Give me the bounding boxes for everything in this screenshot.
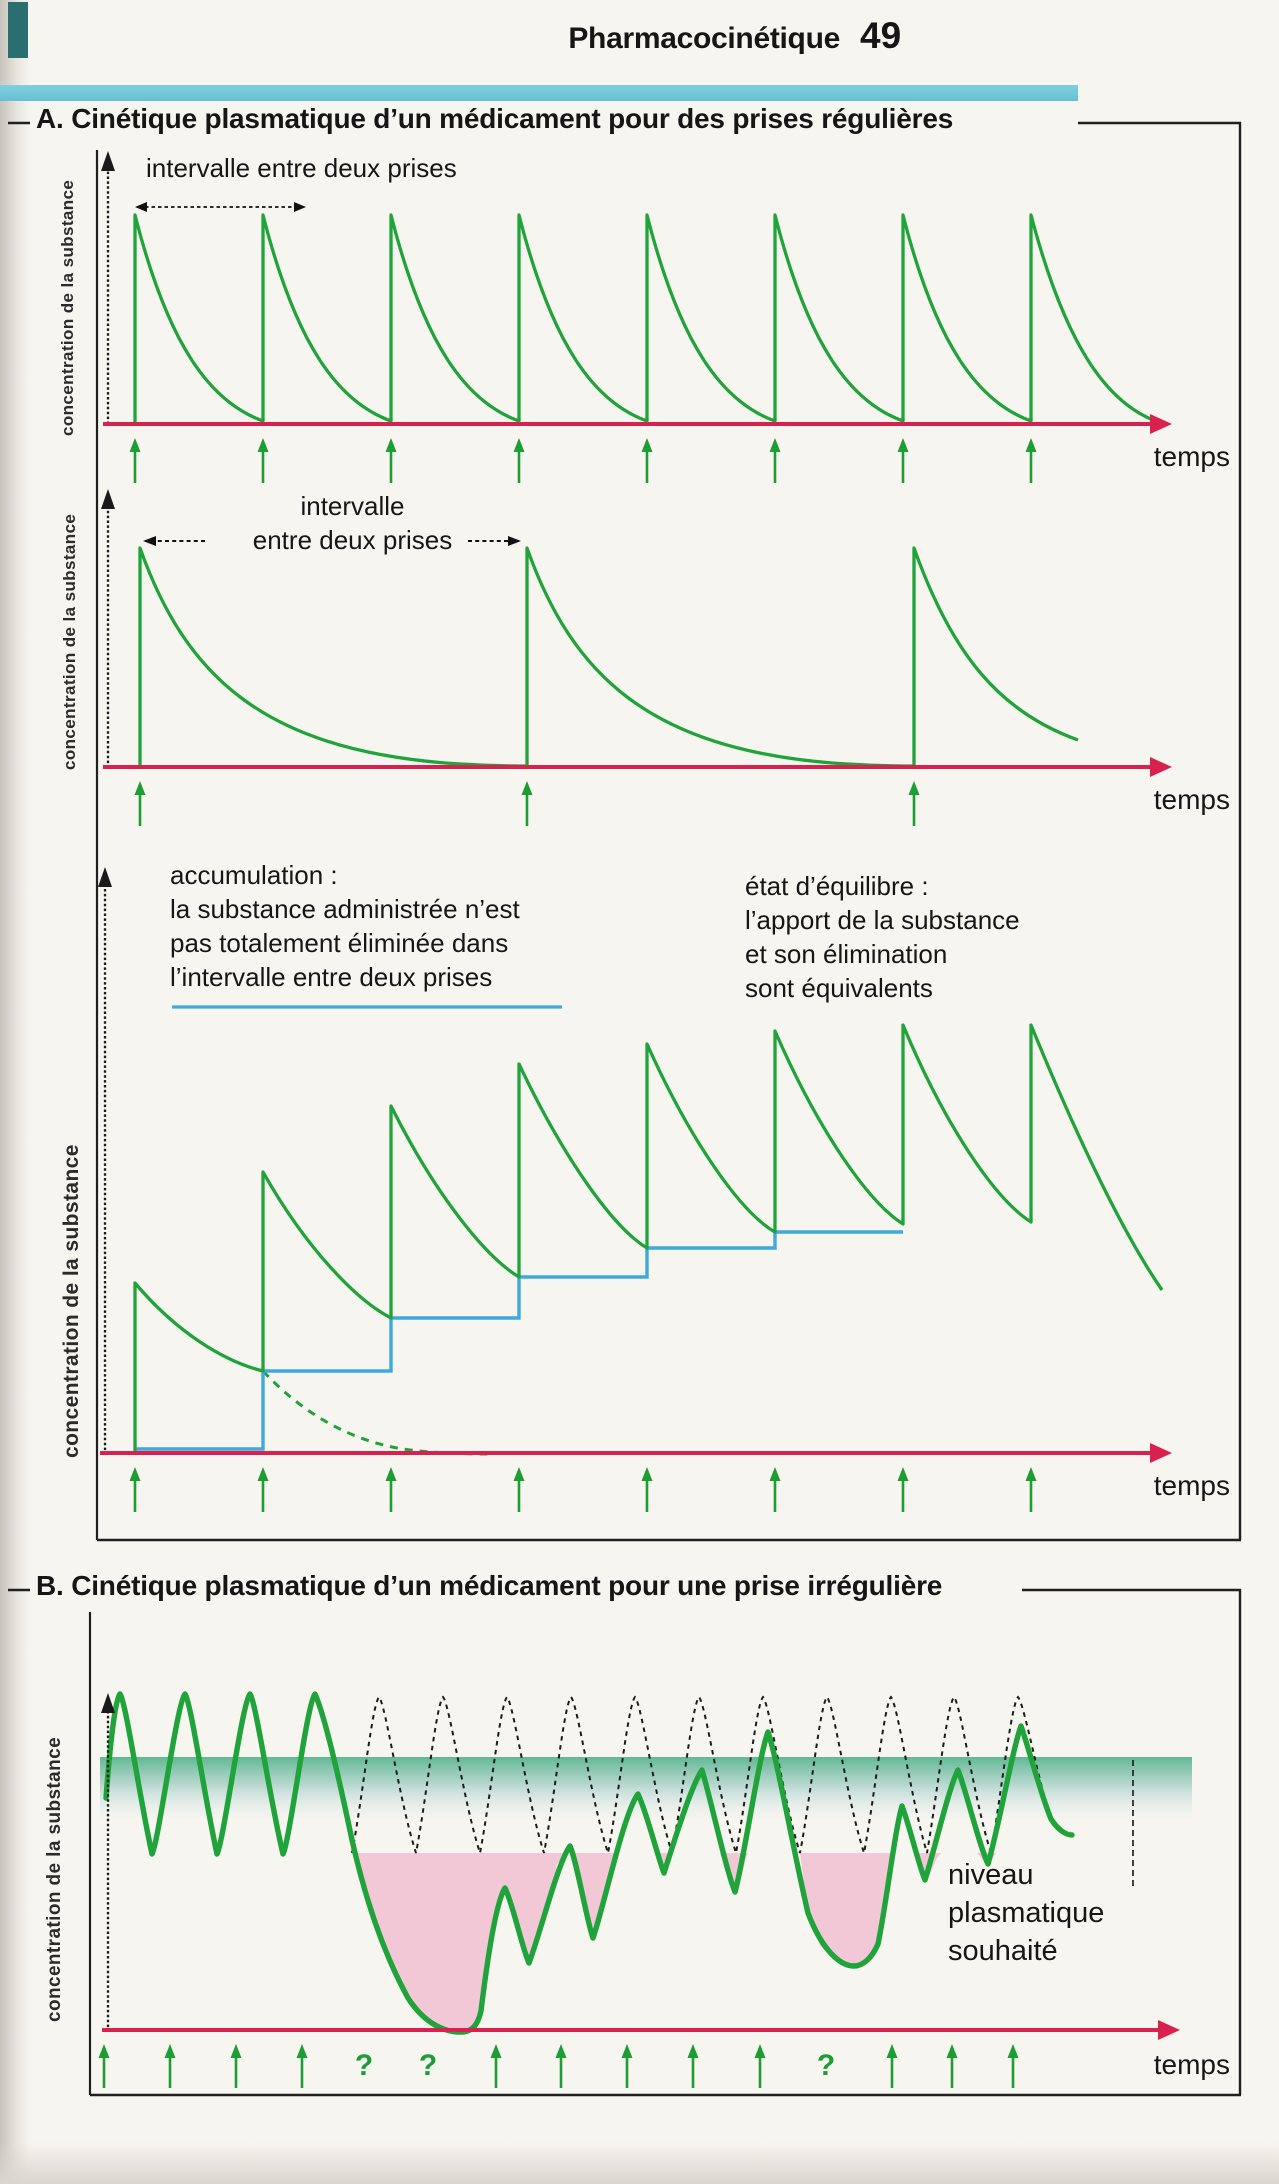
dose-arrow: [642, 438, 653, 483]
dose-arrow: [909, 781, 920, 826]
equilibrium-note-line2: l’apport de la substance: [745, 905, 1020, 935]
equilibrium-note-line3: et son élimination: [745, 939, 948, 969]
a1-interval-arrowhead-left: [135, 202, 147, 212]
panel-a-label: A.: [36, 103, 64, 134]
a2-interval-arrowhead-left: [143, 536, 156, 546]
dose-arrow: [135, 781, 146, 826]
dose-arrow: [1026, 1467, 1037, 1512]
equilibrium-note-line1: état d’équilibre :: [745, 871, 929, 901]
desired-level-label-line2: plasmatique: [948, 1897, 1105, 1929]
a2-y-axis-label: concentration de la substance: [60, 513, 79, 770]
a1-x-axis-arrowhead: [1150, 414, 1172, 434]
page-header-title: Pharmacocinétique: [568, 22, 840, 55]
dose-arrow: [514, 438, 525, 483]
missed-dose-question-mark: ?: [354, 2049, 374, 2082]
dose-arrow: [258, 438, 269, 483]
a3-y-axis-label: concentration de la substance: [60, 1144, 83, 1458]
a2-y-axis-arrowhead: [101, 489, 115, 509]
a2-x-axis-arrowhead: [1150, 757, 1172, 777]
dose-arrow: [1008, 2044, 1019, 2088]
b-x-axis-arrowhead: [1158, 2020, 1180, 2040]
dose-arrow: [165, 2044, 176, 2088]
dose-arrow: [386, 1467, 397, 1512]
a1-y-axis-arrowhead: [101, 151, 115, 171]
a1-sawtooth-curve: [135, 215, 1158, 424]
dose-arrow: [887, 2044, 898, 2088]
dose-arrow: [231, 2044, 242, 2088]
pink-deficit-area: [800, 1853, 895, 1966]
accumulation-note-line1: accumulation :: [170, 860, 338, 890]
dose-arrow: [130, 1467, 141, 1512]
panel-b-title-text: Cinétique plasmatique d’un médicament pour une prise irrégulière: [71, 1570, 943, 1601]
a3-x-axis-arrowhead: [1150, 1443, 1172, 1463]
panel-b-title: [36, 1570, 942, 1602]
dose-arrow: [770, 1467, 781, 1512]
dose-arrow: [688, 2044, 699, 2088]
a2-interval-label-line2: entre deux prises: [252, 525, 453, 555]
a3-y-axis-arrowhead: [98, 867, 112, 887]
accumulation-note-line2: la substance administrée n’est: [170, 894, 520, 924]
a3-accumulation-curve: [135, 1025, 1162, 1453]
equilibrium-note-line4: sont équivalents: [745, 973, 933, 1003]
dose-arrow: [491, 2044, 502, 2088]
b-y-axis-label: concentration de la substance: [44, 1736, 65, 2022]
a3-dashed-elimination-curve: [263, 1371, 490, 1454]
desired-level-label-line3: souhaité: [948, 1935, 1058, 1967]
page-number: 49: [860, 15, 902, 56]
dose-arrow: [770, 438, 781, 483]
dose-arrow: [622, 2044, 633, 2088]
dose-arrow: [297, 2044, 308, 2088]
dose-arrow: [130, 438, 141, 483]
desired-level-label-line1: niveau: [948, 1859, 1034, 1891]
a1-x-axis-label: temps: [1153, 441, 1230, 472]
a1-y-axis-label: concentration de la substance: [58, 179, 77, 436]
accumulation-note-line3: pas totalement éliminée dans: [170, 928, 509, 958]
dose-arrow: [642, 1467, 653, 1512]
dose-arrow: [947, 2044, 958, 2088]
dose-arrow: [755, 2044, 766, 2088]
dose-arrow: [258, 1467, 269, 1512]
a1-interval-label: intervalle entre deux prises: [146, 153, 457, 183]
missed-dose-question-mark: ?: [418, 2049, 438, 2082]
dose-arrow: [898, 1467, 909, 1512]
dose-arrow: [1026, 438, 1037, 483]
missed-dose-question-mark: ?: [816, 2049, 836, 2082]
dose-arrow: [522, 781, 533, 826]
a3-x-axis-label: temps: [1153, 1470, 1230, 1501]
a1-interval-arrowhead-right: [294, 202, 306, 212]
panel-a-title: [36, 103, 953, 135]
panel-b-label: B.: [36, 1570, 64, 1601]
b-x-axis-label: temps: [1153, 2049, 1230, 2080]
a2-interval-label-line1: intervalle: [300, 491, 405, 521]
dose-arrow: [898, 438, 909, 483]
dose-arrow: [556, 2044, 567, 2088]
a2-x-axis-label: temps: [1153, 784, 1230, 815]
panel-a-title-text: Cinétique plasmatique d’un médicament pour des prises régulières: [71, 103, 954, 134]
accumulation-note-line4: l’intervalle entre deux prises: [170, 962, 493, 992]
b-y-axis-arrowhead: [101, 1693, 115, 1713]
dose-arrow: [514, 1467, 525, 1512]
a2-sawtooth-curve: [140, 548, 1078, 767]
dose-arrow: [99, 2044, 110, 2088]
dose-arrow: [386, 438, 397, 483]
